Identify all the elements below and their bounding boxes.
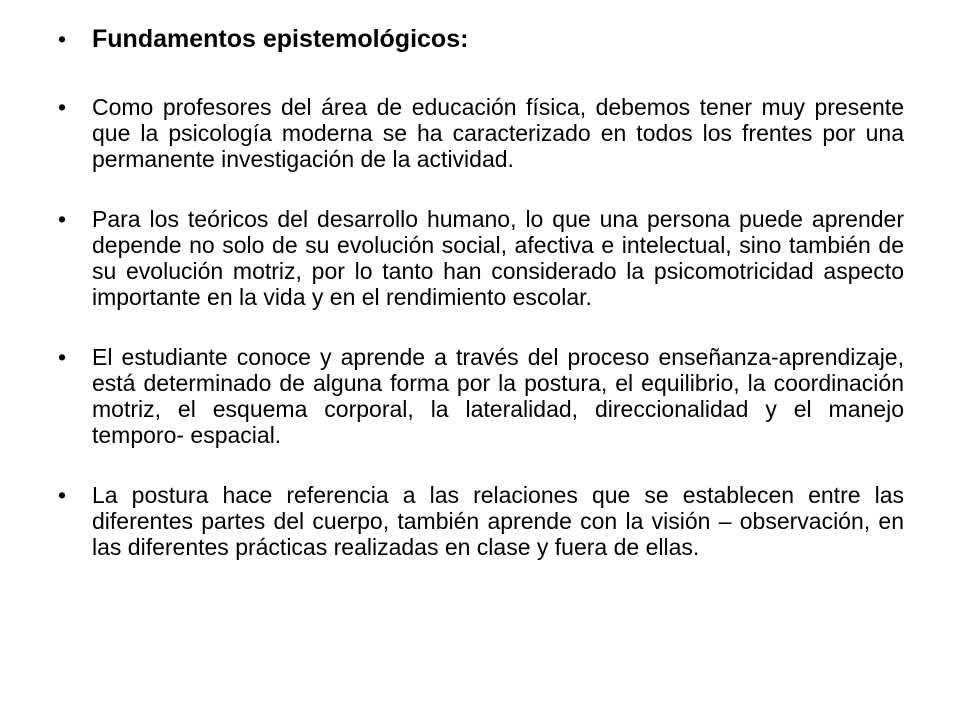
- paragraph-item: [58, 344, 904, 448]
- slide-heading: Fundamentos epistemológicos:: [92, 25, 469, 53]
- paragraph-text: Para los teóricos del desarrollo humano, lo que una persona puede aprender depende no solo de su evolución social, afectiva e intelectual, sino también de su evolución motriz, por lo tanto han considerado la psicomotricidad aspecto importante en la vida y en el rendimiento escolar.: [92, 206, 904, 310]
- bullet-icon: •: [58, 26, 67, 52]
- bullet-icon: •: [58, 94, 67, 120]
- bullet-icon: •: [58, 206, 67, 232]
- paragraph-item: [58, 206, 904, 310]
- paragraph-item: [58, 94, 904, 172]
- heading-item: [58, 24, 904, 54]
- bullet-icon: •: [58, 344, 67, 370]
- bullet-icon: •: [58, 482, 67, 508]
- paragraph-text: La postura hace referencia a las relaciones que se establecen entre las diferentes partes del cuerpo, también aprende con la visión – observación, en las diferentes prácticas realizadas en clase y fuera de ellas.: [92, 482, 904, 560]
- paragraph-text: El estudiante conoce y aprende a través del proceso enseñanza-aprendizaje, está determinado de alguna forma por la postura, el equilibrio, la coordinación motriz, el esquema corporal, la lateralidad, direccionalidad y el manejo temporo- espacial.: [92, 344, 904, 448]
- paragraph-item: [58, 482, 904, 560]
- paragraph-text: Como profesores del área de educación física, debemos tener muy presente que la psicología moderna se ha caracterizado en todos los frentes por una permanente investigación de la actividad.: [92, 94, 904, 172]
- bullet-list: [58, 24, 904, 594]
